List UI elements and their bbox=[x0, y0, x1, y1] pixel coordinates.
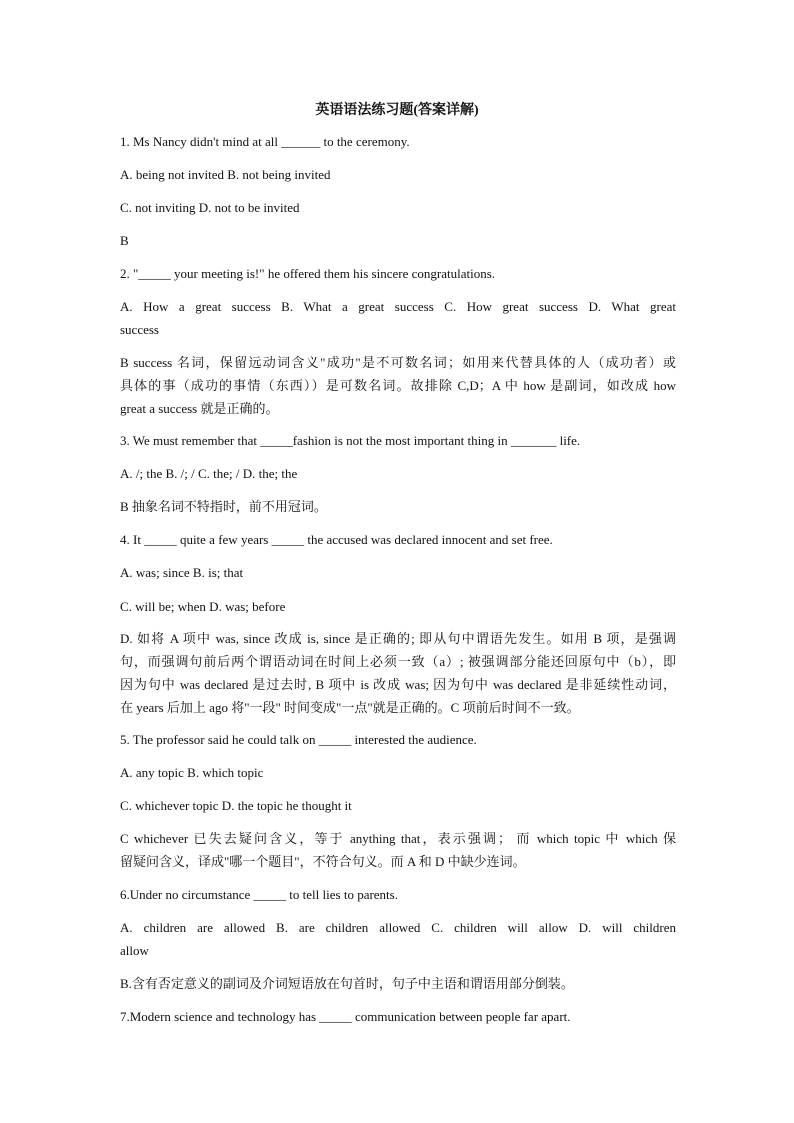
text-line: 具体的事（成功的事情（东西））是可数名词。故排除 C,D；A 中 how 是副词，如改成 how bbox=[120, 378, 676, 393]
text-line: C. will be; when D. was; before bbox=[120, 599, 286, 614]
text-line: B.含有否定意义的副词及介词短语放在句首时，句子中主语和谓语用部分倒装。 bbox=[120, 976, 574, 991]
text-line: A. was; since B. is; that bbox=[120, 565, 244, 580]
text-line: B success 名词，保留远动词含义"成功"是不可数名词；如用来代替具体的人（成功者）或 bbox=[120, 355, 676, 370]
text-line: 因为句中 was declared 是过去时, B 项中 is 改成 was; 因为句中 was declared 是非延续性动词， bbox=[120, 677, 676, 692]
text-line: A. How a great success B. What a great success C. How great success D. What great bbox=[120, 299, 676, 314]
text-line: C. whichever topic D. the topic he thought it bbox=[120, 798, 352, 813]
text-line: 留疑问含义，译成"哪一个题目"，不符合句义。而 A 和 D 中缺少连词。 bbox=[120, 854, 526, 869]
text-line: 6.Under no circumstance _____ to tell lies to parents. bbox=[120, 887, 398, 902]
text-line: 在 years 后加上 ago 将"一段" 时间变成"一点"就是正确的。C 项前后时间不一致。 bbox=[120, 700, 580, 715]
text-line: A. children are allowed B. are children allowed C. children will allow D. will children bbox=[120, 920, 676, 935]
text-line: B 抽象名词不特指时，前不用冠词。 bbox=[120, 499, 327, 514]
text-line: C whichever 已失去疑问含义，等于 anything that，表示强调； 而 which topic 中 which 保 bbox=[120, 831, 676, 846]
text-line: A. being not invited B. not being invited bbox=[120, 167, 331, 182]
text-line: 3. We must remember that _____fashion is not the most important thing in _______ life. bbox=[120, 433, 581, 448]
text-line: 7.Modern science and technology has _____ communication between people far apart. bbox=[120, 1009, 571, 1024]
text-line: A. any topic B. which topic bbox=[120, 765, 264, 780]
text-line: success bbox=[120, 322, 159, 337]
text-line: 2. "_____ your meeting is!" he offered them his sincere congratulations. bbox=[120, 266, 496, 281]
text-line: C. not inviting D. not to be invited bbox=[120, 200, 300, 215]
text-line: D. 如将 A 项中 was, since 改成 is, since 是正确的; 即从句中谓语先发生。如用 B 项，是强调 bbox=[120, 631, 676, 646]
text-line: 4. It _____ quite a few years _____ the accused was declared innocent and set free. bbox=[120, 532, 553, 547]
text-line: great a success 就是正确的。 bbox=[120, 401, 279, 416]
text-line: 句，而强调句前后两个谓语动词在时间上必须一致（a）; 被强调部分能还回原句中（b），即 bbox=[120, 654, 676, 669]
text-line: B bbox=[120, 233, 129, 248]
text-line: allow bbox=[120, 943, 149, 958]
text-line: 5. The professor said he could talk on _____ interested the audience. bbox=[120, 732, 477, 747]
text-line: A. /; the B. /; / C. the; / D. the; the bbox=[120, 466, 298, 481]
text-line: 1. Ms Nancy didn't mind at all ______ to the ceremony. bbox=[120, 134, 410, 149]
document-title: 英语语法练习题(答案详解) bbox=[315, 103, 479, 118]
